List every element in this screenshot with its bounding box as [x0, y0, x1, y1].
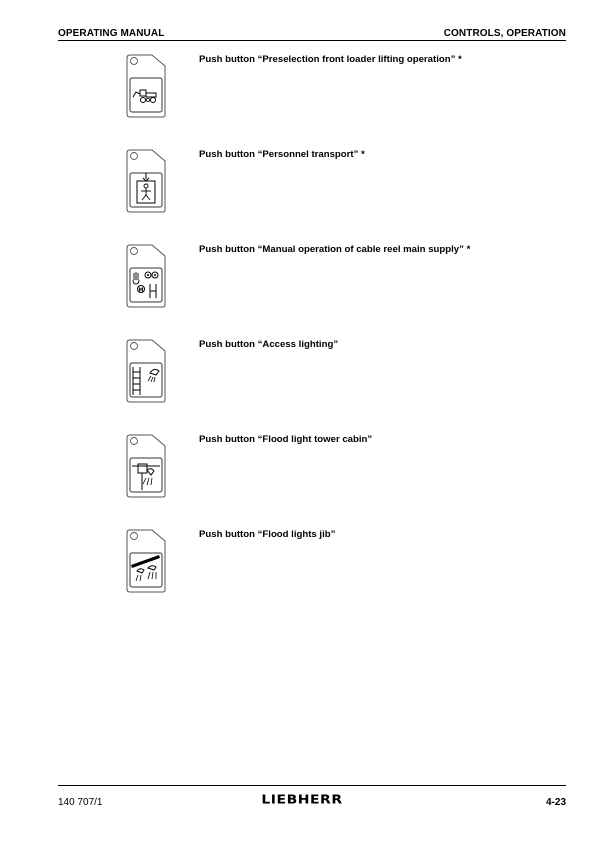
entry-label: Push button “Manual operation of cable reel main supply” * — [199, 244, 471, 255]
flood-light-tower-cabin-icon — [126, 434, 166, 498]
entry-label: Push button “Flood lights jib” — [199, 529, 336, 540]
entry-flood-lights-jib — [0, 529, 596, 599]
personnel-transport-icon — [126, 149, 166, 213]
liebherr-logo — [255, 792, 349, 808]
entry-label: Push button “Personnel transport” * — [199, 149, 365, 160]
entry-cable-reel — [0, 244, 596, 314]
entry-access-lighting — [0, 339, 596, 409]
entry-personnel-transport — [0, 149, 596, 219]
svg-text:M: M — [138, 287, 144, 294]
brand-wordmark: LIEBHERR — [261, 792, 343, 808]
entry-front-loader — [0, 54, 596, 124]
access-lighting-icon — [126, 339, 166, 403]
entry-label: Push button “Preselection front loader lifting operation” * — [199, 54, 462, 65]
front-loader-icon — [126, 54, 166, 118]
flood-lights-jib-icon — [126, 529, 166, 593]
entry-flood-light-tower-cabin — [0, 434, 596, 504]
footer-rule — [58, 785, 566, 786]
cable-reel-manual-icon — [126, 244, 166, 308]
document-number: 140 707/1 — [58, 797, 103, 808]
manual-title: OPERATING MANUAL — [58, 28, 165, 39]
entry-label: Push button “Flood light tower cabin” — [199, 434, 373, 445]
header-rule — [58, 40, 566, 41]
page-number: 4-23 — [545, 797, 566, 808]
section-title: CONTROLS, OPERATION — [443, 28, 566, 39]
entry-label: Push button “Access lighting” — [199, 339, 339, 350]
